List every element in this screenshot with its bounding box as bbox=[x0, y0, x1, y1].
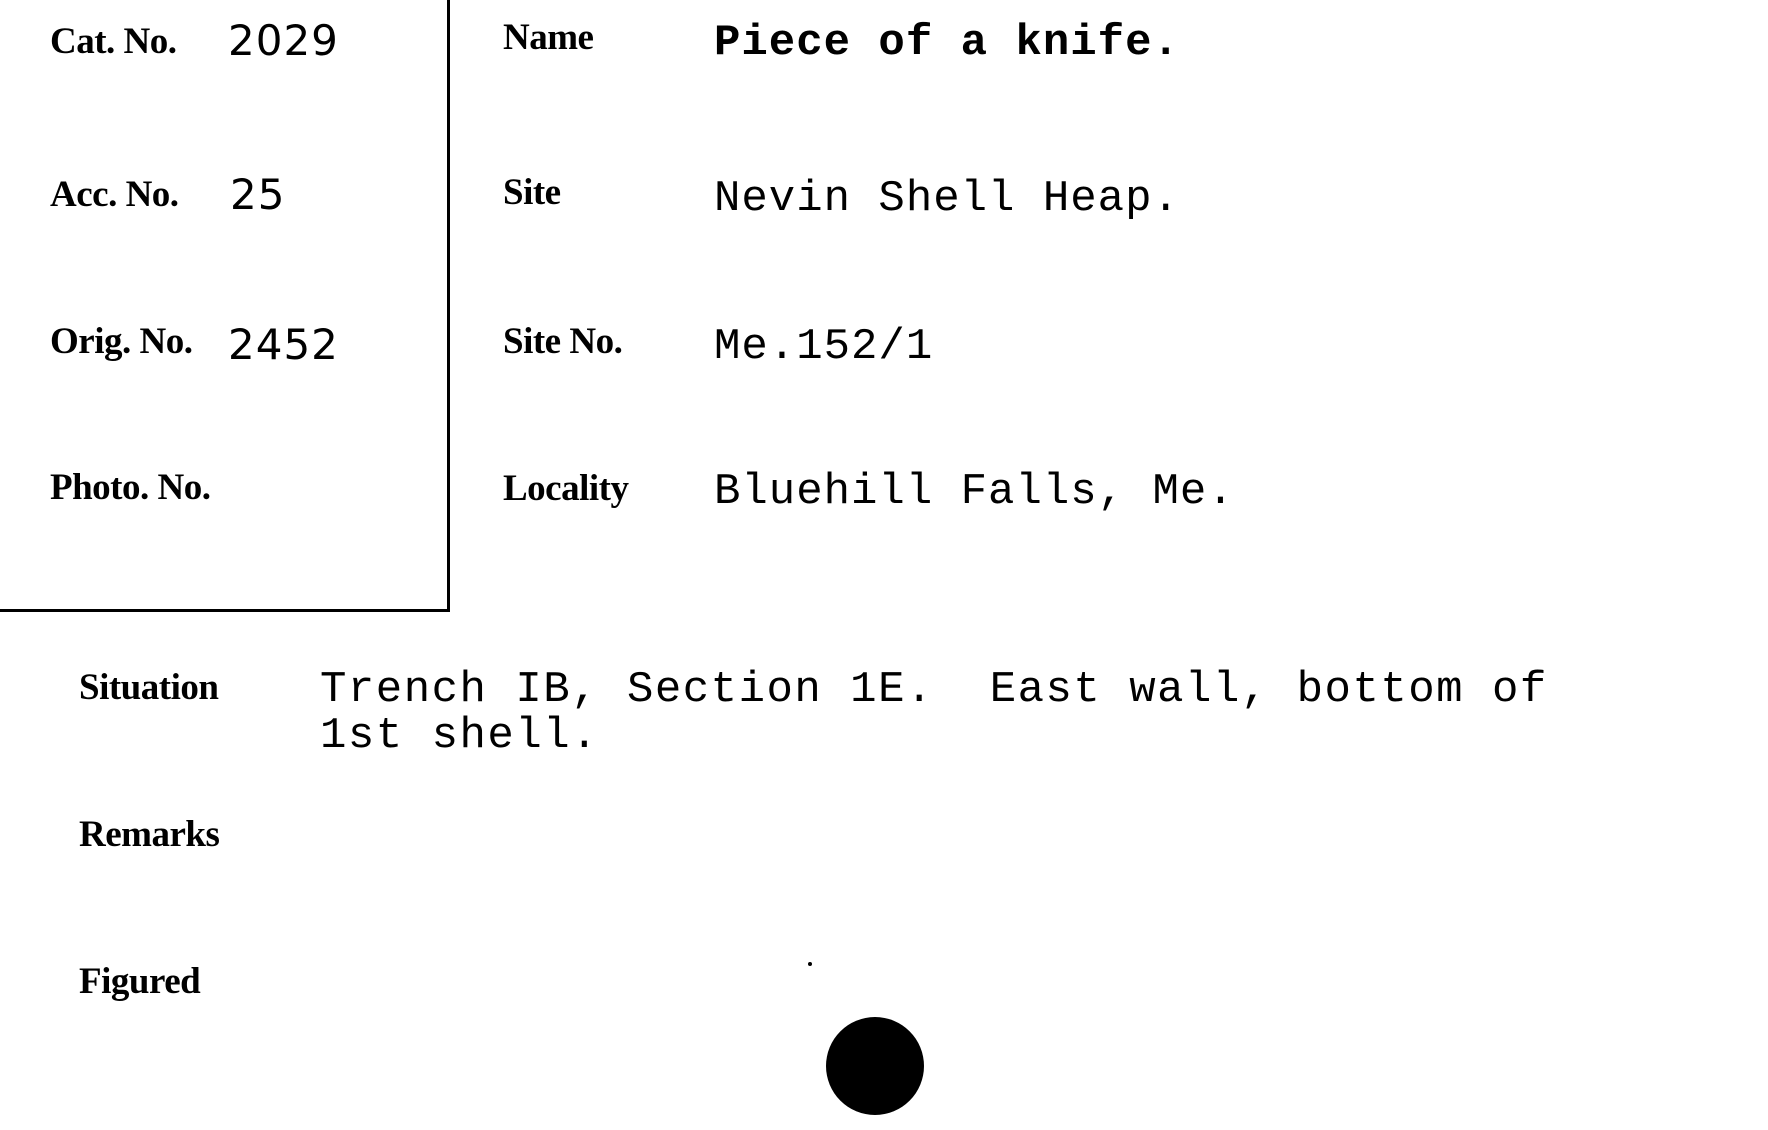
acc-no-value: 25 bbox=[230, 170, 286, 219]
cat-no-label: Cat. No. bbox=[50, 21, 177, 62]
punch-hole bbox=[826, 1017, 924, 1115]
ink-speck bbox=[808, 962, 812, 966]
acc-no-label: Acc. No. bbox=[50, 174, 179, 215]
site-label: Site bbox=[503, 172, 561, 213]
site-no-label: Site No. bbox=[503, 321, 623, 362]
name-label: Name bbox=[503, 17, 594, 58]
cat-no-value: 2029 bbox=[228, 16, 339, 65]
situation-line-1: Trench IB, Section 1E. East wall, bottom of bbox=[320, 665, 1548, 715]
name-value: Piece of a knife. bbox=[714, 18, 1180, 68]
site-value: Nevin Shell Heap. bbox=[714, 174, 1180, 224]
situation-line-2: 1st shell. bbox=[320, 711, 600, 761]
orig-no-label: Orig. No. bbox=[50, 321, 193, 362]
figured-label: Figured bbox=[79, 961, 201, 1002]
orig-no-value: 2452 bbox=[228, 320, 339, 369]
remarks-label: Remarks bbox=[79, 814, 220, 855]
locality-value: Bluehill Falls, Me. bbox=[714, 467, 1235, 517]
situation-label: Situation bbox=[79, 667, 219, 708]
left-id-box bbox=[0, 0, 450, 612]
site-no-value: Me.152/1 bbox=[714, 322, 934, 372]
locality-label: Locality bbox=[503, 468, 629, 509]
photo-no-label: Photo. No. bbox=[50, 467, 211, 508]
